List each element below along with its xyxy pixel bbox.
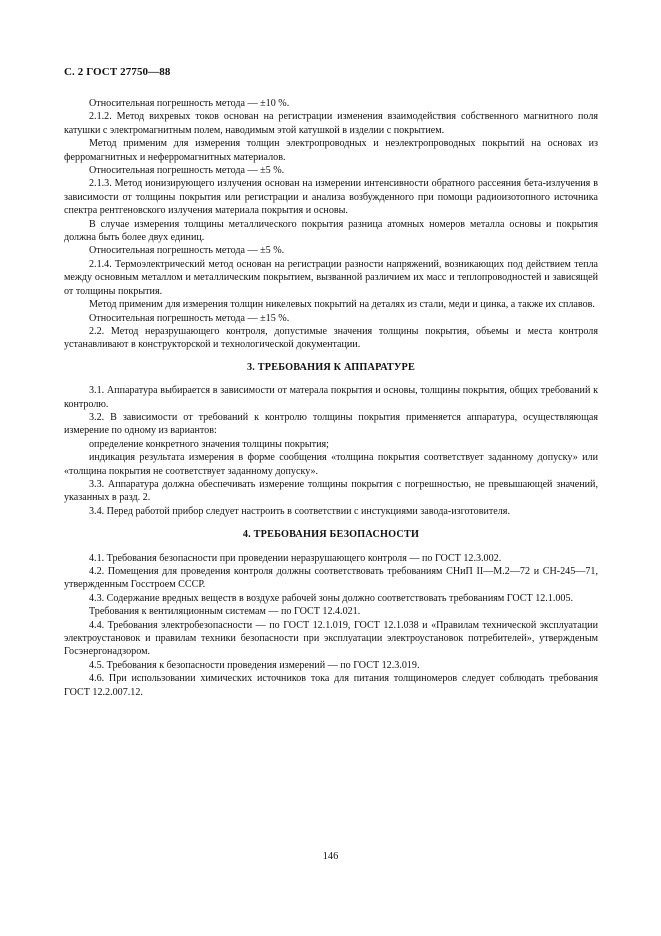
paragraph: 4.4. Требования электробезопасности — по ГОСТ 12.1.019, ГОСТ 12.1.038 и «Правилам технической эксплуатации электроустановок и правилам техники безопасности при эксплуатации электроустановок потребителей», утвержденым Госэнергонадзором. xyxy=(64,619,598,658)
paragraph: 4.1. Требования безопасности при проведении неразрушающего контроля — по ГОСТ 12.3.002. xyxy=(89,552,502,564)
paragraph: Относительная погрешность метода — ±15 %. xyxy=(89,312,290,324)
paragraph: Требования к вентиляционным системам — по ГОСТ 12.4.021. xyxy=(89,606,361,618)
paragraph: 4.3. Содержание вредных веществ в воздухе рабочей зоны должно соответствовать требованиям ГОСТ 12.1.005. xyxy=(89,592,574,604)
paragraph: 2.1.4. Термоэлектрический метод основан на регистрации разности напряжений, возникающих под действием тепла между основным металлом и металлическим покрытием, вызванной различием их масс и теплопроводностей и зависящей от толщины покрытия. xyxy=(64,258,598,297)
page-number: 146 xyxy=(322,851,339,862)
paragraph: Метод применим для измерения толщин электропроводных и неэлектропроводных покрытий на основах из ферромагнитных и неферромагнитных материалов. xyxy=(64,138,598,163)
paragraph: Относительная погрешность метода — ±5 %. xyxy=(89,245,285,257)
paragraph: 2.2. Метод неразрушающего контроля, допустимые значения толщины покрытия, объемы и места контроля устанавливают в конструкторской и технологической документации. xyxy=(64,325,598,351)
paragraph: Метод применим для измерения толщин никелевых покрытий на деталях из стали, меди и цинка, а также их сплавов. xyxy=(89,299,595,311)
page-header: С. 2 ГОСТ 27750—88 xyxy=(64,66,171,78)
paragraph: 3.3. Аппаратура должна обеспечивать измерение толщины покрытия с погрешностью, не превышающей значений, указанных в разд. 2. xyxy=(64,478,598,504)
paragraph: В случае измерения толщины металлического покрытия разница атомных номеров металла основы и покрытия должна быть более двух единиц. xyxy=(64,218,598,244)
paragraph: 3.4. Перед работой прибор следует настроить в соответствии с инстукциями завода-изготовителя. xyxy=(89,505,510,517)
paragraph: определение конкретного значения толщины покрытия; xyxy=(89,438,329,450)
section-heading: 4. ТРЕБОВАНИЯ БЕЗОПАСНОСТИ xyxy=(242,529,420,541)
paragraph: 4.6. При использовании химических источников тока для питания толщиномеров следует соблюдать требования ГОСТ 12.2.007.12. xyxy=(64,673,598,698)
document-body xyxy=(64,97,598,699)
paragraph: 4.5. Требования к безопасности проведения измерений — по ГОСТ 12.3.019. xyxy=(89,659,420,671)
paragraph: 4.2. Помещения для проведения контроля должны соответствовать требованиям СНиП II—М.2—72 и СН-245—71, утвержденным Госстроем СССР. xyxy=(64,566,598,591)
paragraph: 2.1.3. Метод ионизирующего излучения основан на измерении интенсивности обратного рассеяния бета-излучения в зависимости от толщины покрытия или регистрации и анализа возбужденного при помощи радиоизотопного источника спектра рентгеновского излучения материала покрытия и основы. xyxy=(64,178,598,217)
paragraph: Относительная погрешность метода — ±5 %. xyxy=(89,165,285,177)
paragraph: Относительная погрешность метода — ±10 %. xyxy=(89,98,290,109)
section-heading: 3. ТРЕБОВАНИЯ К АППАРАТУРЕ xyxy=(247,361,415,373)
paragraph: 3.2. В зависимости от требований к контролю толщины покрытия применяется аппаратура, осуществляющая измерение по одному из вариантов: xyxy=(64,411,598,437)
paragraph: 3.1. Аппаратура выбирается в зависимости от матерала покрытия и основы, толщины покрытия, общих требований к контролю. xyxy=(64,385,598,410)
paragraph: 2.1.2. Метод вихревых токов основан на регистрации изменения взаимодействия собственного магнитного поля катушки с электромагнитным полем, наводимым этой катушкой в изделии с покрытием. xyxy=(64,111,598,136)
paragraph: индикация результата измерения в форме сообщения «толщина покрытия соответствует заданному допуску» или «толщина покрытия не соответствует заданному допуску». xyxy=(64,452,598,477)
